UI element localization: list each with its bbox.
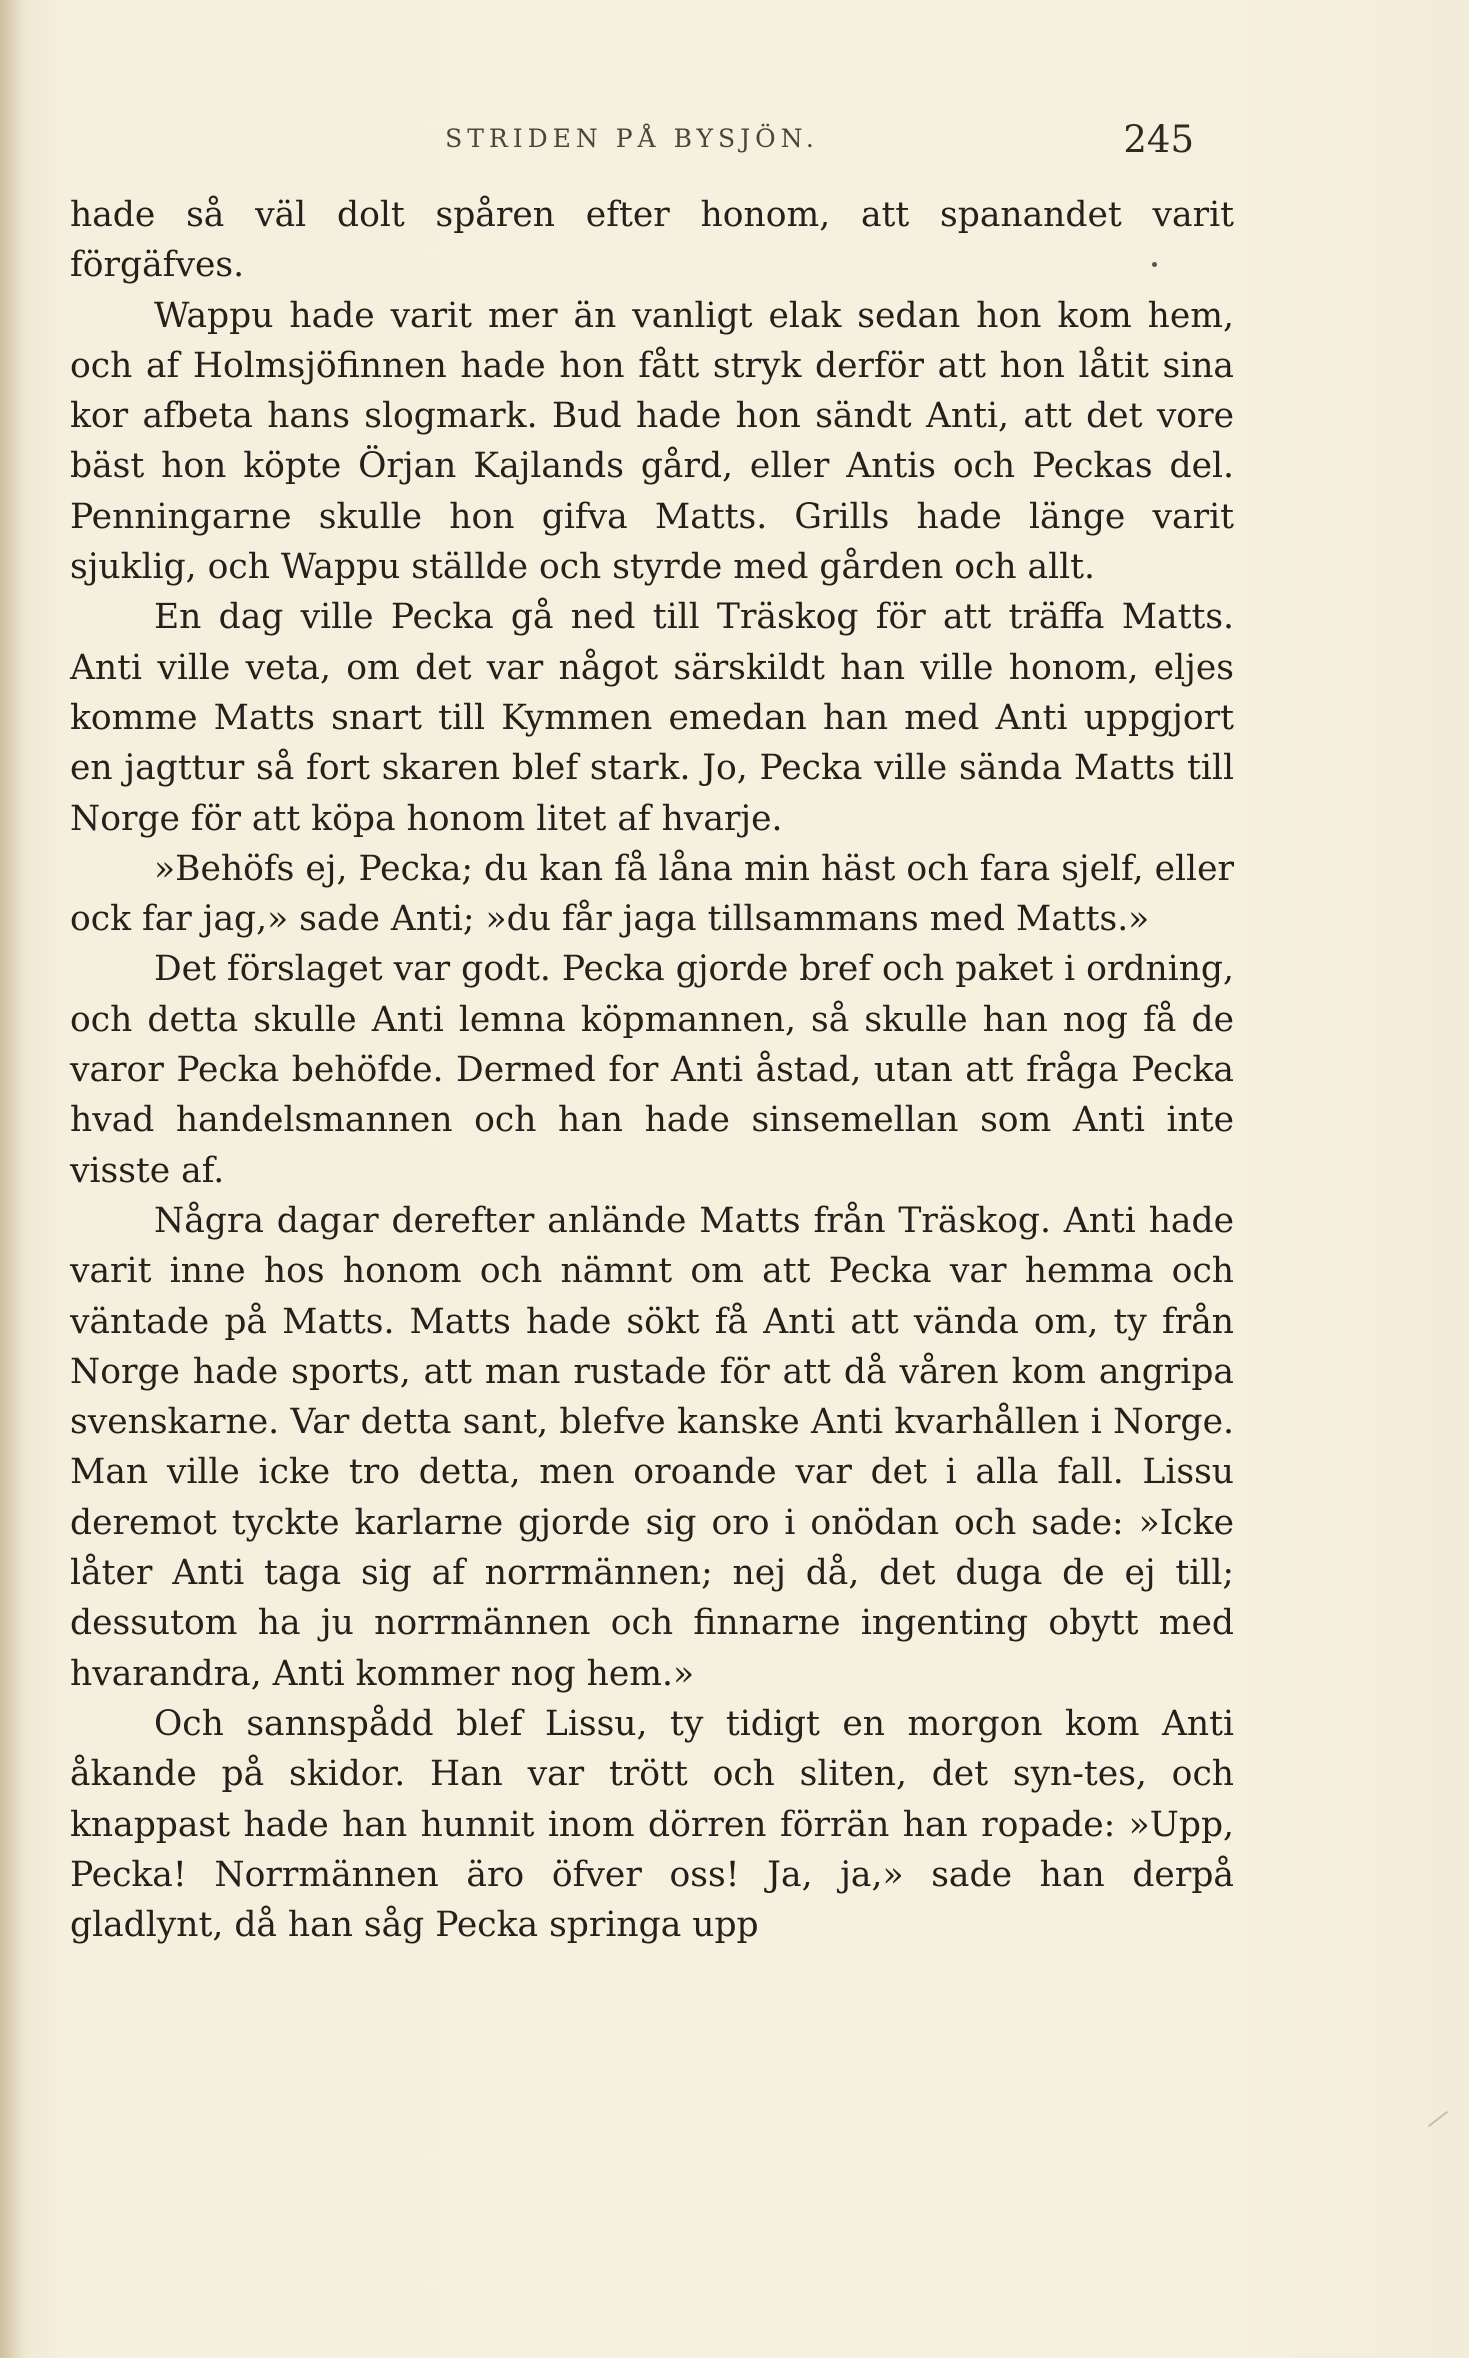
pencil-mark — [1428, 2111, 1448, 2127]
paragraph-1: hade så väl dolt spåren efter honom, att spanandet varit förgäfves. — [70, 195, 1234, 286]
page-header — [70, 118, 1194, 162]
paragraph-7: Och sannspådd blef Lissu, ty tidigt en morgon kom Anti åkande på skidor. Han var trött och sliten, det syn-tes, och knappast hade han hunnit inom dörren förrän han ropade: »Upp, Pecka! Norrmännen äro öfver oss! Ja, ja,» sade han derpå gladlynt, då han såg Pecka springa upp — [70, 1703, 1234, 1946]
running-title: STRIDEN PÅ BYSJÖN. — [445, 124, 819, 153]
paragraph-6: Några dagar derefter anlände Matts från Träskog. Anti hade varit inne hos honom och nämnt om att Pecka var hemma och väntade på Matts. Matts hade sökt få Anti att vända om, ty från Norge hade sports, att man rustade för att då våren kom angripa svenskarne. Var detta sant, blefve kanske Anti kvarhållen i Norge. Man ville icke tro detta, men oroande var det i alla fall. Lissu deremot tyckte karlarne gjorde sig oro i onödan och sade: »Icke låter Anti taga sig af norrmännen; nej då, det duga de ej till; dessutom ha ju norrmännen och finnarne ingenting obytt med hvarandra, Anti kommer nog hem.» — [70, 1200, 1234, 1694]
binding-gutter-shadow — [0, 0, 26, 2358]
paragraph-2: Wappu hade varit mer än vanligt elak sedan hon kom hem, och af Holmsjöfinnen hade hon fått stryk derför att hon låtit sina kor afbeta hans slogmark. Bud hade hon sändt Anti, att det vore bäst hon köpte Örjan Kajlands gård, eller Antis och Peckas del. Penningarne skulle hon gifva Matts. Grills hade länge varit sjuklig, och Wappu ställde och styrde med gården och allt. — [70, 295, 1234, 588]
paragraph-5: Det förslaget var godt. Pecka gjorde bref och paket i ordning, och detta skulle Anti lemna köpmannen, så skulle han nog få de varor Pecka behöfde. Dermed for Anti åstad, utan att fråga Pecka hvad handelsmannen och han hade sinsemellan som Anti inte visste af. — [70, 949, 1234, 1191]
paragraph-4: »Behöfs ej, Pecka; du kan få låna min häst och fara sjelf, eller ock far jag,» sade Anti; »du får jaga tillsammans med Matts.» — [70, 848, 1234, 940]
page-number: 245 — [1123, 118, 1194, 161]
body-text — [70, 190, 1234, 1950]
paragraph-3: En dag ville Pecka gå ned till Träskog för att träffa Matts. Anti ville veta, om det var något särskildt han ville honom, eljes komme Matts snart till Kymmen emedan han med Anti uppgjort en jagttur så fort skaren blef stark. Jo, Pecka ville sända Matts till Norge för att köpa honom litet af hvarje. — [70, 597, 1234, 839]
